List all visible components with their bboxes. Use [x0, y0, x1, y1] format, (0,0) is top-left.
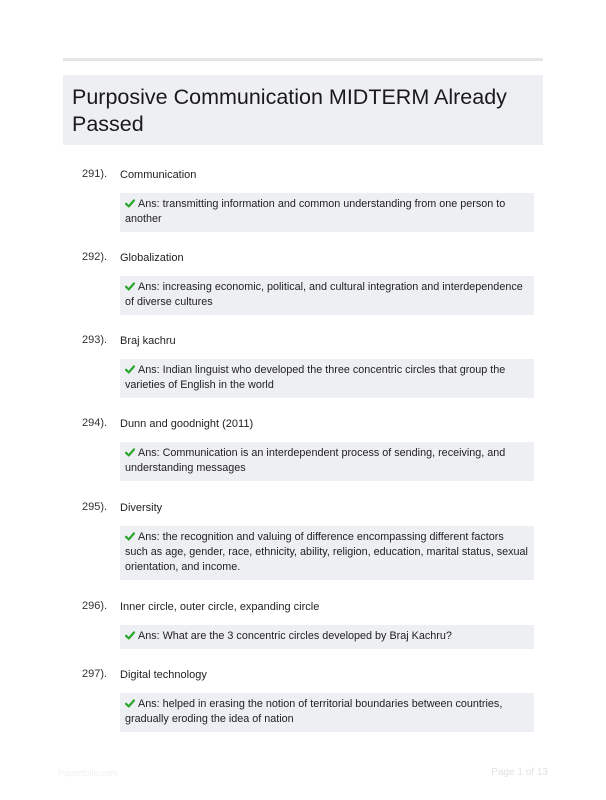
- check-icon: [125, 631, 135, 640]
- check-icon: [125, 199, 135, 208]
- check-icon: [125, 532, 135, 541]
- answer-box: [120, 193, 534, 232]
- answer-text: Ans: What are the 3 concentric circles developed by Braj Kachru?: [138, 630, 452, 642]
- check-icon: [125, 282, 135, 291]
- answer-box: [120, 526, 534, 580]
- answer-text: Ans: transmitting information and common understanding from one person to another: [125, 198, 506, 225]
- check-icon: [125, 365, 135, 374]
- question-text: Diversity: [120, 502, 163, 514]
- question-number: 294).: [82, 417, 108, 429]
- question-number: 297).: [82, 668, 108, 680]
- answer-box: [120, 625, 534, 649]
- title-box: [63, 75, 543, 145]
- footer-watermark: Paperfolio.com: [58, 768, 119, 778]
- question-text: Braj kachru: [120, 335, 176, 347]
- check-icon: [125, 448, 135, 457]
- answer-text: Ans: the recognition and valuing of difference encompassing different factors such as age, gender, race, ethnicity, ability, religion, education, marital status, sexual orientation, and income.: [125, 531, 528, 573]
- answer-box: [120, 442, 534, 481]
- answer-text: Ans: increasing economic, political, and cultural integration and interdependence of diverse cultures: [125, 281, 523, 308]
- answer-text: Ans: helped in erasing the notion of territorial boundaries between countries, gradually eroding the idea of nation: [125, 698, 503, 725]
- answer-text: Ans: Indian linguist who developed the three concentric circles that group the varieties of English in the world: [125, 364, 506, 391]
- question-number: 296).: [82, 600, 108, 612]
- answer-text: Ans: Communication is an interdependent process of sending, receiving, and understanding messages: [125, 447, 506, 474]
- question-number: 291).: [82, 168, 108, 180]
- question-text: Communication: [120, 169, 197, 181]
- answer-box: [120, 693, 534, 732]
- answer-box: [120, 276, 534, 315]
- question-text: Globalization: [120, 252, 184, 264]
- question-text: Digital technology: [120, 669, 207, 681]
- question-text: Dunn and goodnight (2011): [120, 418, 254, 430]
- question-number: 293).: [82, 334, 108, 346]
- page-number: Page 1 of 13: [491, 767, 548, 778]
- page-title: Purposive Communication MIDTERM Already Passed: [72, 85, 507, 136]
- question-number: 295).: [82, 501, 108, 513]
- answer-box: [120, 359, 534, 398]
- top-divider: [63, 58, 543, 61]
- question-text: Inner circle, outer circle, expanding circle: [120, 601, 320, 613]
- question-number: 292).: [82, 251, 108, 263]
- check-icon: [125, 699, 135, 708]
